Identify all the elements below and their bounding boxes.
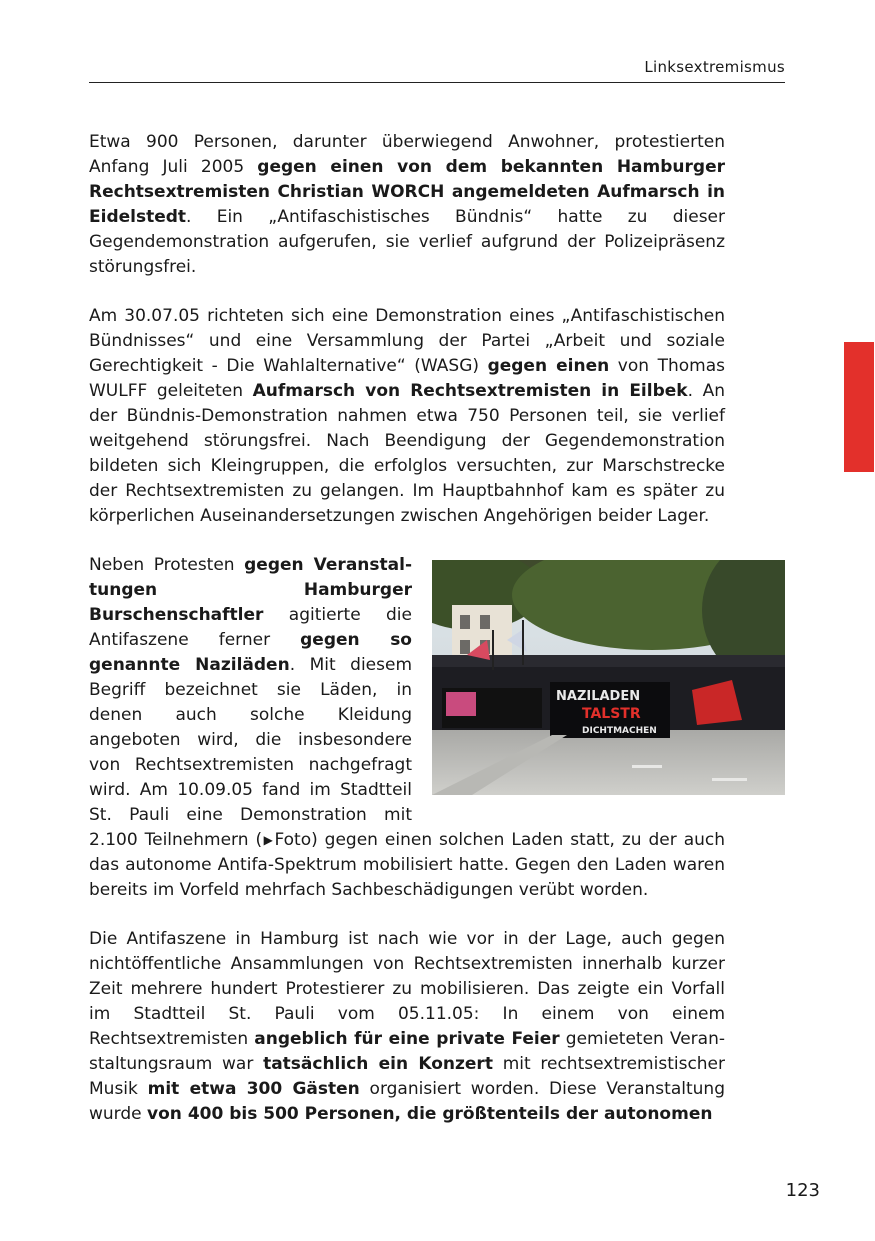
paragraph-4: Die Antifaszene in Hamburg ist nach wie vor in der Lage, auch gegen nichtöffentliche Ansammlungen von Rechtsextremisten innerhalb kurzer Zeit mehrere hundert Protestierer zu mobilisieren. Das zeigte ein Vorfall im Stadtteil St. Pauli vom 05.11.05: In einem von einem Rechtsextremisten angeblich für eine private Feier gemieteten Veranstaltungsraum war tatsächlich ein Konzert mit rechtsextremistischer Musik mit etwa 300 Gästen organisiert worden. Diese Veranstaltung wurde von 400 bis 500 Personen, die größtenteils der autonomen [89, 929, 726, 1124]
chapter-tab-marker [844, 342, 874, 472]
banner-text-3: DICHTMACHEN [582, 726, 657, 736]
banner-text-1: NAZILADEN [556, 689, 641, 704]
paragraph-3: NAZILADEN TALSTR DICHTMACHEN Neben Protesten gegen Veranstaltungen Hamburger Burschenschaftler agitierte die Antifaszene ferner gegen so genannte Naziläden. Mit diesem Begriff bezeichnet sie Läden, in denen auch solche Kleidung angeboten wird, die insbesondere von Rechtsextremisten nachgefragt wird. Am 10.09.05 fand im Stadtteil St. Pauli eine Demonstration mit 2.100 Teilnehmern (▶Foto) gegen einen solchen Laden statt, zu der auch das autonome Antifa-Spektrum mobilisiert hatte. Gegen den Laden waren bereits im Vorfeld mehrfach Sachbeschädigungen verübt worden. [89, 553, 725, 903]
body-text [89, 130, 725, 1127]
paragraph-1: Etwa 900 Personen, darunter überwiegend Anwohner, protestierten Anfang Juli 2005 gegen einen von dem bekannten Hamburger Rechtsextremisten Christian WORCH angemeldeten Aufmarsch in Eidelstedt. Ein „Antifaschistisches Bündnis“ hatte zu dieser Gegendemonstration aufgerufen, sie verlief aufgrund der Polizeipräsenz störungsfrei. [89, 132, 725, 277]
running-head: Linksextremismus [89, 58, 785, 83]
page-number: 123 [785, 1180, 820, 1201]
paragraph-2: Am 30.07.05 richteten sich eine Demonstration eines „Antifaschistischen Bündnisses“ und eine Versammlung der Partei „Arbeit und soziale Gerechtigkeit - Die Wahlalternative“ (WASG) gegen einen von Thomas WULFF geleiteten Aufmarsch von Rechtsextremisten in Eilbek. An der Bündnis-Demonstration nahmen etwa 750 Personen teil, sie verlief weitgehend störungsfrei. Nach Beendigung der Gegendemonstration bildeten sich Kleingruppen, die erfolglos versuchten, zur Marschstrecke der Rechtsextremisten zu gelangen. Im Hauptbahnhof kam es später zu körperlichen Auseinandersetzungen zwischen Angehörigen beider Lager. [89, 306, 725, 526]
arrow-right-icon: ▶ [262, 833, 275, 847]
demonstration-photo [432, 560, 785, 795]
banner-text-2: TALSTR [582, 706, 641, 722]
